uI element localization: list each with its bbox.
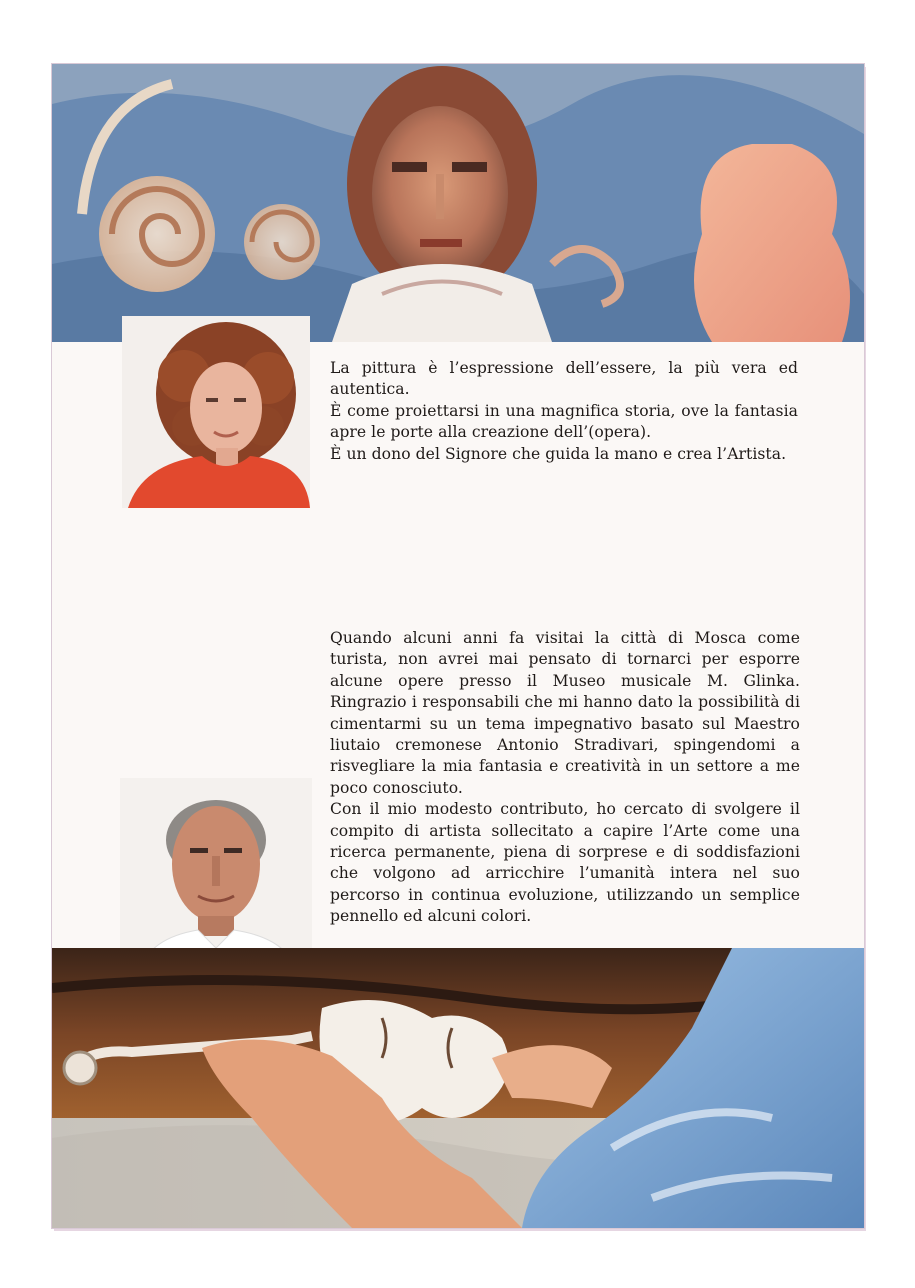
top-painting-illustration — [52, 64, 864, 342]
top-painting — [52, 64, 864, 342]
bottom-painting — [52, 948, 864, 1228]
bottom-painting-illustration — [52, 948, 864, 1228]
artist-statement — [330, 358, 798, 465]
second-photo — [120, 778, 312, 970]
visit-statement — [330, 628, 800, 928]
artist-photo — [122, 316, 310, 508]
woman-portrait-illustration — [122, 316, 310, 508]
brochure-page — [52, 64, 864, 1228]
man-portrait-illustration — [120, 778, 312, 970]
statement-line-3: È un dono del Signore che guida la mano e crea l’Artista. — [330, 444, 787, 463]
statement-line-1: La pittura è l’espressione dell’essere, la più vera ed autentica. — [330, 359, 798, 399]
statement-line-2: È come proiettarsi in una magnifica storia, ove la fantasia apre le porte alla creazione dell’(opera). — [330, 401, 798, 442]
visit-paragraph-2: Con il mio modesto contributo, ho cercato di svolgere il compito di artista sollecitato a capire l’Arte come una ricerca permanente, piena di sorprese e di soddisfazioni che volgono ad arricchire l’umanità intera nel suo percorso in continua evoluzione, utilizzando un semplice pennello ed alcuni colori. — [330, 800, 800, 926]
visit-paragraph-1: Quando alcuni anni fa visitai la città di Mosca come turista, non avrei mai pensato di tornarci per esporre alcune opere presso il Museo musicale M. Glinka. Ringrazio i responsabili che mi hanno dato la possibilità di cimentarmi su un tema impegnativo basato sul Maestro liutaio cremonese Antonio Stradivari, spingendomi a risvegliare la mia fantasia e creatività in un settore a me poco conosciuto. — [330, 629, 800, 797]
